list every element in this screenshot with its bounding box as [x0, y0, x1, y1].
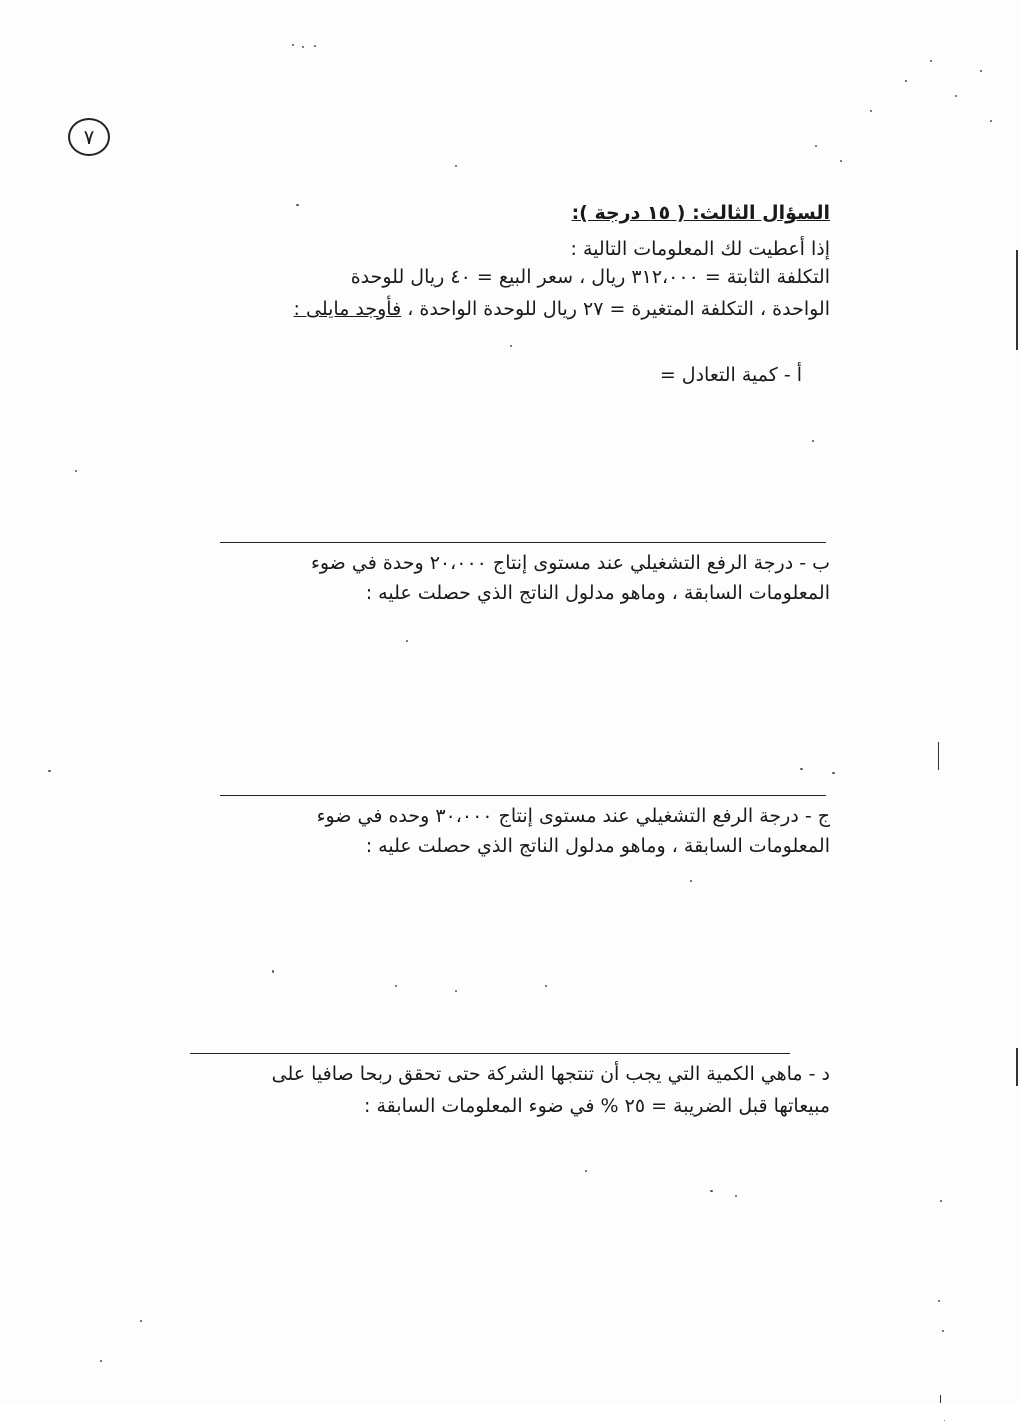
scan-speck [930, 60, 932, 62]
scan-speck [395, 985, 397, 987]
scan-speck [314, 45, 316, 47]
scan-edge-mark [938, 742, 939, 770]
scan-speck [938, 1300, 940, 1302]
part-a-line-1: أ - كمية التعادل = [659, 364, 802, 386]
scan-speck [812, 440, 814, 442]
separator-rule [190, 1053, 790, 1054]
scan-speck [955, 95, 957, 97]
scan-speck [272, 970, 274, 973]
scan-speck [296, 204, 299, 206]
scan-speck [510, 345, 512, 347]
scan-speck [48, 770, 51, 772]
info-line-2 [294, 296, 830, 322]
scan-speck [75, 470, 77, 472]
question-intro: إذا أعطيت لك المعلومات التالية : [570, 238, 830, 260]
part-c-line-2: المعلومات السابقة ، وماهو مدلول الناتج الذي حصلت عليه : [365, 835, 830, 857]
scan-speck [815, 145, 817, 147]
separator-rule [220, 542, 826, 543]
scan-speck [455, 165, 457, 167]
scan-speck [140, 1320, 142, 1322]
scan-speck [585, 1170, 587, 1172]
scan-speck [870, 110, 872, 112]
separator-rule [220, 795, 826, 796]
scan-speck [942, 1330, 944, 1332]
scan-edge-mark [940, 1395, 941, 1403]
scan-speck [292, 44, 294, 46]
scan-speck [832, 772, 835, 774]
scan-speck [406, 640, 408, 642]
info-line-2-text: الواحدة ، التكلفة المتغيرة = ٢٧ ريال للوحدة الواحدة ، [407, 298, 830, 320]
part-b-line-1: ب - درجة الرفع التشغيلي عند مستوى إنتاج ٢٠،٠٠٠ وحدة في ضوء [310, 552, 830, 574]
page-number-badge: ٧ [68, 118, 110, 156]
scan-speck [455, 990, 457, 992]
part-c-line-1: ج - درجة الرفع التشغيلي عند مستوى إنتاج ٣٠،٠٠٠ وحده في ضوء [316, 805, 830, 827]
info-line-1: التكلفة الثابتة = ٣١٢،٠٠٠ ريال ، سعر البيع = ٤٠ ريال للوحدة [350, 266, 830, 288]
scan-speck [840, 160, 842, 162]
scan-speck [545, 985, 547, 987]
scan-speck [710, 1190, 713, 1192]
scan-speck [302, 46, 304, 48]
scan-speck [690, 880, 692, 882]
part-d-line-1: د - ماهي الكمية التي يجب أن تنتجها الشركة حتى تحقق ربحا صافيا على [271, 1063, 830, 1085]
scan-edge-mark [1016, 250, 1018, 350]
part-b-line-2: المعلومات السابقة ، وماهو مدلول الناتج الذي حصلت عليه : [365, 582, 830, 604]
scan-speck [990, 120, 992, 122]
scan-speck [980, 70, 982, 72]
scan-speck [735, 1195, 737, 1197]
scan-edge-mark [1016, 1048, 1018, 1086]
question-title: السؤال الثالث: ( ١٥ درجة ): [571, 202, 830, 224]
find-instruction: فأوجد مايلى : [293, 298, 402, 320]
scan-speck [905, 80, 907, 82]
part-d-line-2: مبيعاتها قبل الضريبة = ٢٥ % في ضوء المعلومات السابقة : [364, 1095, 830, 1117]
scan-speck [100, 1360, 102, 1362]
scan-speck [800, 768, 803, 770]
scan-speck [940, 1200, 942, 1202]
